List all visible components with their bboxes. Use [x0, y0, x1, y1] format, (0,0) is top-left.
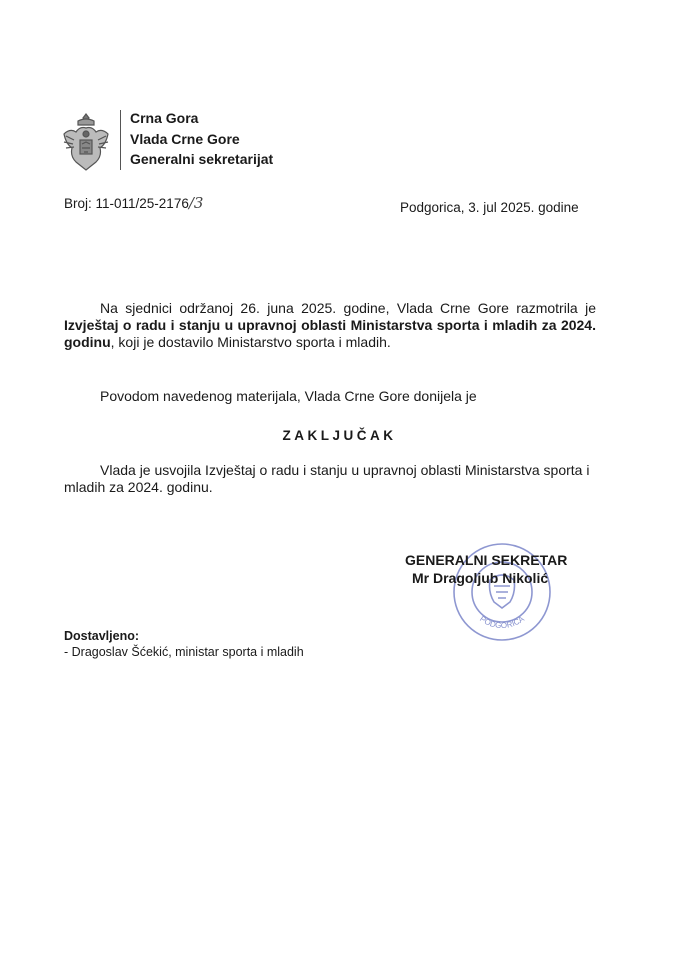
paragraph-decision	[64, 388, 596, 405]
letterhead	[130, 108, 273, 170]
paragraph-intro-text-b: , koji je dostavilo Ministarstvo sporta i mladih.	[110, 334, 391, 350]
paragraph-intro	[64, 300, 596, 351]
reference-number	[64, 194, 203, 212]
signature-name: Mr Dragoljub Nikolić	[412, 570, 549, 586]
paragraph-decision-text: Povodom navedenog materijala, Vlada Crne Gore donijela je	[100, 388, 477, 404]
delivery-label: Dostavljeno:	[64, 629, 140, 643]
coat-of-arms-icon	[60, 112, 112, 174]
svg-text:PODGORICA	[478, 614, 526, 630]
paragraph-conclusion	[64, 462, 596, 496]
delivery-list	[64, 628, 304, 660]
header-divider	[120, 110, 121, 170]
paragraph-intro-bold: Izvještaj o radu i stanju u upravnoj oblasti Ministarstva sporta i mladih za 2024. godinu	[64, 317, 596, 350]
paragraph-conclusion-text: Vlada je usvojila Izvještaj o radu i stanju u upravnoj oblasti Ministarstva sporta i mladih za 2024. godinu.	[64, 462, 590, 495]
letterhead-government: Vlada Crne Gore	[130, 130, 240, 147]
conclusion-heading: ZAKLJUČAK	[282, 428, 397, 443]
paragraph-intro-text-a: Na sjednici održanoj 26. juna 2025. godine, Vlada Crne Gore razmotrila je	[100, 300, 596, 316]
reference-number-handwritten: /3	[188, 194, 204, 212]
delivery-item: - Dragoslav Šćekić, ministar sporta i mladih	[64, 645, 304, 659]
letterhead-secretariat: Generalni sekretarijat	[130, 151, 274, 167]
seal-text-bottom: PODGORICA	[478, 614, 526, 631]
letterhead-country: Crna Gora	[130, 110, 199, 126]
signature-title: GENERALNI SEKRETAR	[405, 552, 568, 568]
reference-number-label: Broj: 11-011/25-2176	[64, 196, 189, 211]
document-date: Podgorica, 3. jul 2025. godine	[400, 200, 579, 215]
